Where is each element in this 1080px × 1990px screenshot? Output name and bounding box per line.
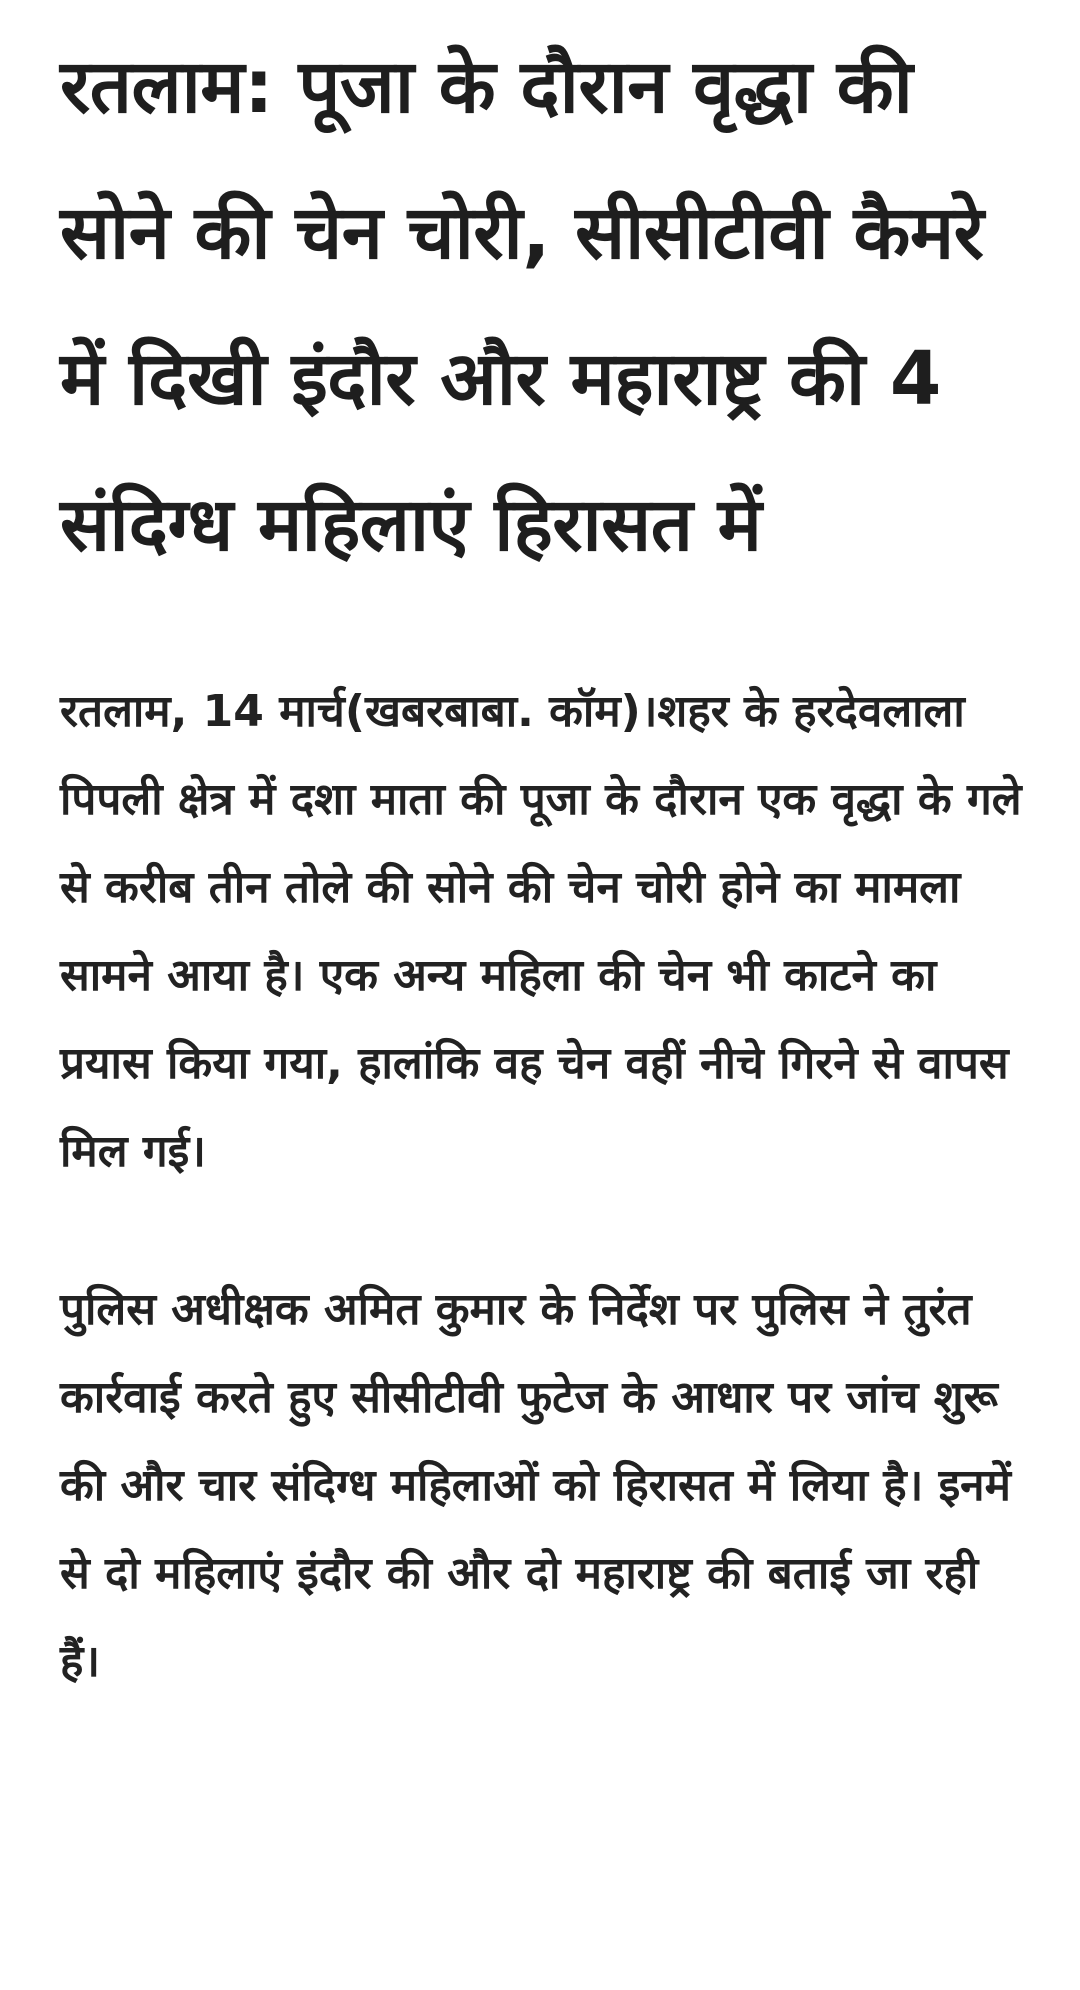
article-paragraph-1: रतलाम, 14 मार्च(खबरबाबा. कॉम)।शहर के हरदेवलाला पिपली क्षेत्र में दशा माता की पूजा के दौरान एक वृद्धा के गले से करीब तीन तोले की सोने की चेन चोरी होने का मामला सामने आया है। एक अन्य महिला की चेन भी काटने का प्रयास किया गया, हालांकि वह चेन वहीं नीचे गिरने से वापस मिल गई। <box>60 686 1022 1177</box>
article-body <box>60 668 1028 1706</box>
article-paragraph-2: पुलिस अधीक्षक अमित कुमार के निर्देश पर पुलिस ने तुरंत कार्रवाई करते हुए सीसीटीवी फुटेज के आधार पर जांच शुरू की और चार संदिग्ध महिलाओं को हिरासत में लिया है। इनमें से दो महिलाएं इंदौर की और दो महाराष्ट्र की बताई जा रही हैं। <box>60 1284 1011 1687</box>
article-headline: रतलाम: पूजा के दौरान वृद्धा की सोने की चेन चोरी, सीसीटीवी कैमरे में दिखी इंदौर और महाराष्ट्र की 4 संदिग्ध महिलाएं हिरासत में <box>60 44 984 568</box>
